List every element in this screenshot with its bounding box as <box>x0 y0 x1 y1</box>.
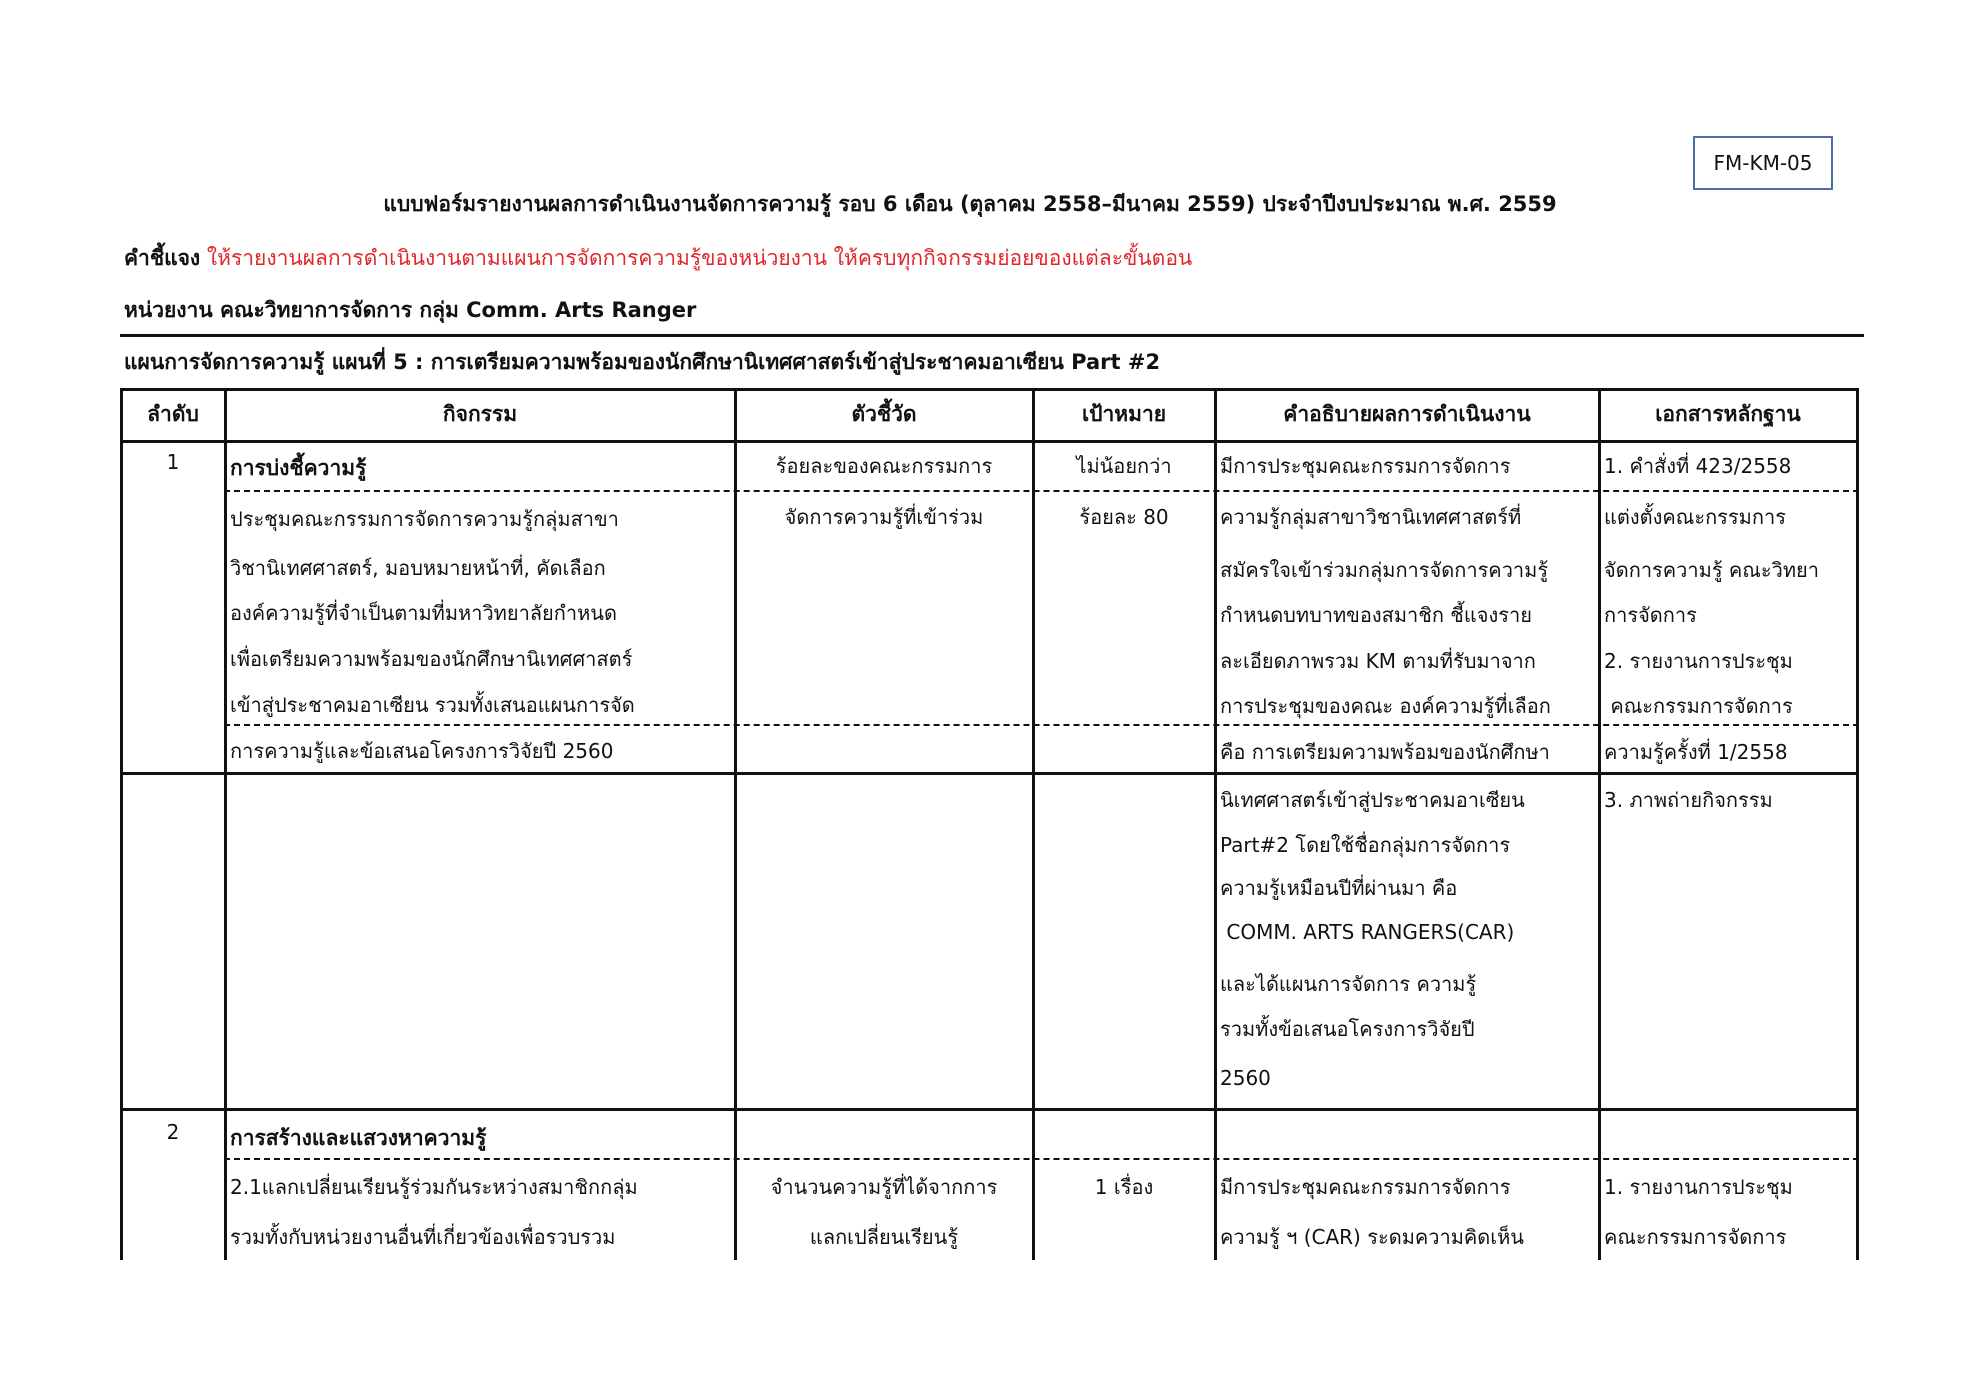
row2-number: 2 <box>166 1120 180 1144</box>
row2-evidence-line: คณะกรรมการจัดการ <box>1604 1225 1787 1249</box>
instruction-label: คำชี้แจง <box>124 246 201 270</box>
row2-indicator-line: จำนวนความรู้ที่ได้จากการ <box>770 1175 998 1199</box>
row1-evidence-line: 2. รายงานการประชุม <box>1604 649 1793 673</box>
row1-result-line: มีการประชุมคณะกรรมการจัดการ <box>1220 454 1511 478</box>
row1-indicator-line: ร้อยละของคณะกรรมการ <box>775 454 993 478</box>
unit-line: หน่วยงาน คณะวิทยาการจัดการ กลุ่ม Comm. Arts Ranger <box>124 298 697 322</box>
row2-target-line: 1 เรื่อง <box>1094 1175 1154 1199</box>
row1-target-line: ร้อยละ 80 <box>1079 505 1169 529</box>
row1-evidence-line: แต่งตั้งคณะกรรมการ <box>1604 505 1786 529</box>
row1-evidence-line: คณะกรรมการจัดการ <box>1604 694 1793 718</box>
row1-result-line: กำหนดบทบาทของสมาชิก ชี้แจงราย <box>1220 603 1532 627</box>
row1-activity-line: วิชานิเทศศาสตร์, มอบหมายหน้าที่, คัดเลือก <box>230 556 606 580</box>
row1-result-line: นิเทศศาสตร์เข้าสู่ประชาคมอาเซียน <box>1220 788 1525 812</box>
header-evidence: เอกสารหลักฐาน <box>1655 402 1801 426</box>
instruction-line <box>124 242 1192 275</box>
row1-evidence-line: 3. ภาพถ่ายกิจกรรม <box>1604 788 1773 812</box>
row1-target-line: ไม่น้อยกว่า <box>1076 454 1172 478</box>
document-title: แบบฟอร์มรายงานผลการดำเนินงานจัดการความรู้ รอบ 6 เดือน (ตุลาคม 2558–มีนาคม 2559) ประจำปีงบประมาณ พ.ศ. 2559 <box>383 192 1557 216</box>
row1-result-line: คือ การเตรียมความพร้อมของนักศึกษา <box>1220 740 1550 764</box>
row2-heading: การสร้างและแสวงหาความรู้ <box>230 1126 487 1150</box>
row1-result-line: ละเอียดภาพรวม KM ตามที่รับมาจาก <box>1220 649 1536 673</box>
row2-evidence-line: 1. รายงานการประชุม <box>1604 1175 1793 1199</box>
row1-result-line: และได้แผนการจัดการ ความรู้ <box>1220 972 1477 996</box>
row1-evidence-line: จัดการความรู้ คณะวิทยา <box>1604 558 1819 582</box>
form-code: FM-KM-05 <box>1713 151 1813 175</box>
row1-result-line: สมัครใจเข้าร่วมกลุ่มการจัดการความรู้ <box>1220 558 1549 582</box>
row2-result-line: มีการประชุมคณะกรรมการจัดการ <box>1220 1175 1511 1199</box>
header-activity: กิจกรรม <box>442 402 518 426</box>
row1-result-line: COMM. ARTS RANGERS(CAR) <box>1220 920 1515 944</box>
row1-result-line: 2560 <box>1220 1066 1271 1090</box>
row1-heading: การบ่งชี้ความรู้ <box>230 456 367 480</box>
row1-activity-line: ประชุมคณะกรรมการจัดการความรู้กลุ่มสาขา <box>230 507 619 531</box>
instruction-text: ให้รายงานผลการดำเนินงานตามแผนการจัดการความรู้ของหน่วยงาน ให้ครบทุกกิจกรรมย่อยของแต่ละขั้นตอน <box>206 246 1193 270</box>
row1-activity-line: การความรู้และข้อเสนอโครงการวิจัยปี 2560 <box>230 739 614 763</box>
header-result: คำอธิบายผลการดำเนินงาน <box>1283 402 1531 426</box>
row1-indicator-line: จัดการความรู้ที่เข้าร่วม <box>784 505 984 529</box>
row1-result-line: Part#2 โดยใช้ชื่อกลุ่มการจัดการ <box>1220 833 1511 857</box>
form-code-box <box>1693 136 1833 190</box>
row1-evidence-line: 1. คำสั่งที่ 423/2558 <box>1604 454 1792 478</box>
row1-evidence-line: การจัดการ <box>1604 603 1697 627</box>
row1-result-line: การประชุมของคณะ องค์ความรู้ที่เลือก <box>1220 694 1551 718</box>
header-no: ลำดับ <box>147 402 199 426</box>
row1-result-line: ความรู้เหมือนปีที่ผ่านมา คือ <box>1220 876 1458 900</box>
row1-number: 1 <box>166 450 180 474</box>
row2-indicator-line: แลกเปลี่ยนเรียนรู้ <box>809 1225 959 1249</box>
row1-activity-line: เข้าสู่ประชาคมอาเซียน รวมทั้งเสนอแผนการจัด <box>230 693 635 717</box>
header-rule <box>120 334 1864 337</box>
row1-result-line: รวมทั้งข้อเสนอโครงการวิจัยปี <box>1220 1017 1475 1041</box>
row2-activity-line: รวมทั้งกับหน่วยงานอื่นที่เกี่ยวข้องเพื่อรวบรวม <box>230 1225 616 1249</box>
plan-line: แผนการจัดการความรู้ แผนที่ 5 : การเตรียมความพร้อมของนักศึกษานิเทศศาสตร์เข้าสู่ประชาคมอาเซียน Part #2 <box>124 350 1161 374</box>
row1-activity-line: องค์ความรู้ที่จำเป็นตามที่มหาวิทยาลัยกำหนด <box>230 601 617 625</box>
row2-result-line: ความรู้ ฯ (CAR) ระดมความคิดเห็น <box>1220 1225 1524 1249</box>
row1-activity-line: เพื่อเตรียมความพร้อมของนักศึกษานิเทศศาสตร์ <box>230 647 633 671</box>
row2-activity-line: 2.1แลกเปลี่ยนเรียนรู้ร่วมกันระหว่างสมาชิกกลุ่ม <box>230 1175 638 1199</box>
header-target: เป้าหมาย <box>1081 402 1167 426</box>
header-indicator: ตัวชี้วัด <box>851 402 917 426</box>
row1-result-line: ความรู้กลุ่มสาขาวิชานิเทศศาสตร์ที่ <box>1220 505 1522 529</box>
row1-evidence-line: ความรู้ครั้งที่ 1/2558 <box>1604 740 1788 764</box>
